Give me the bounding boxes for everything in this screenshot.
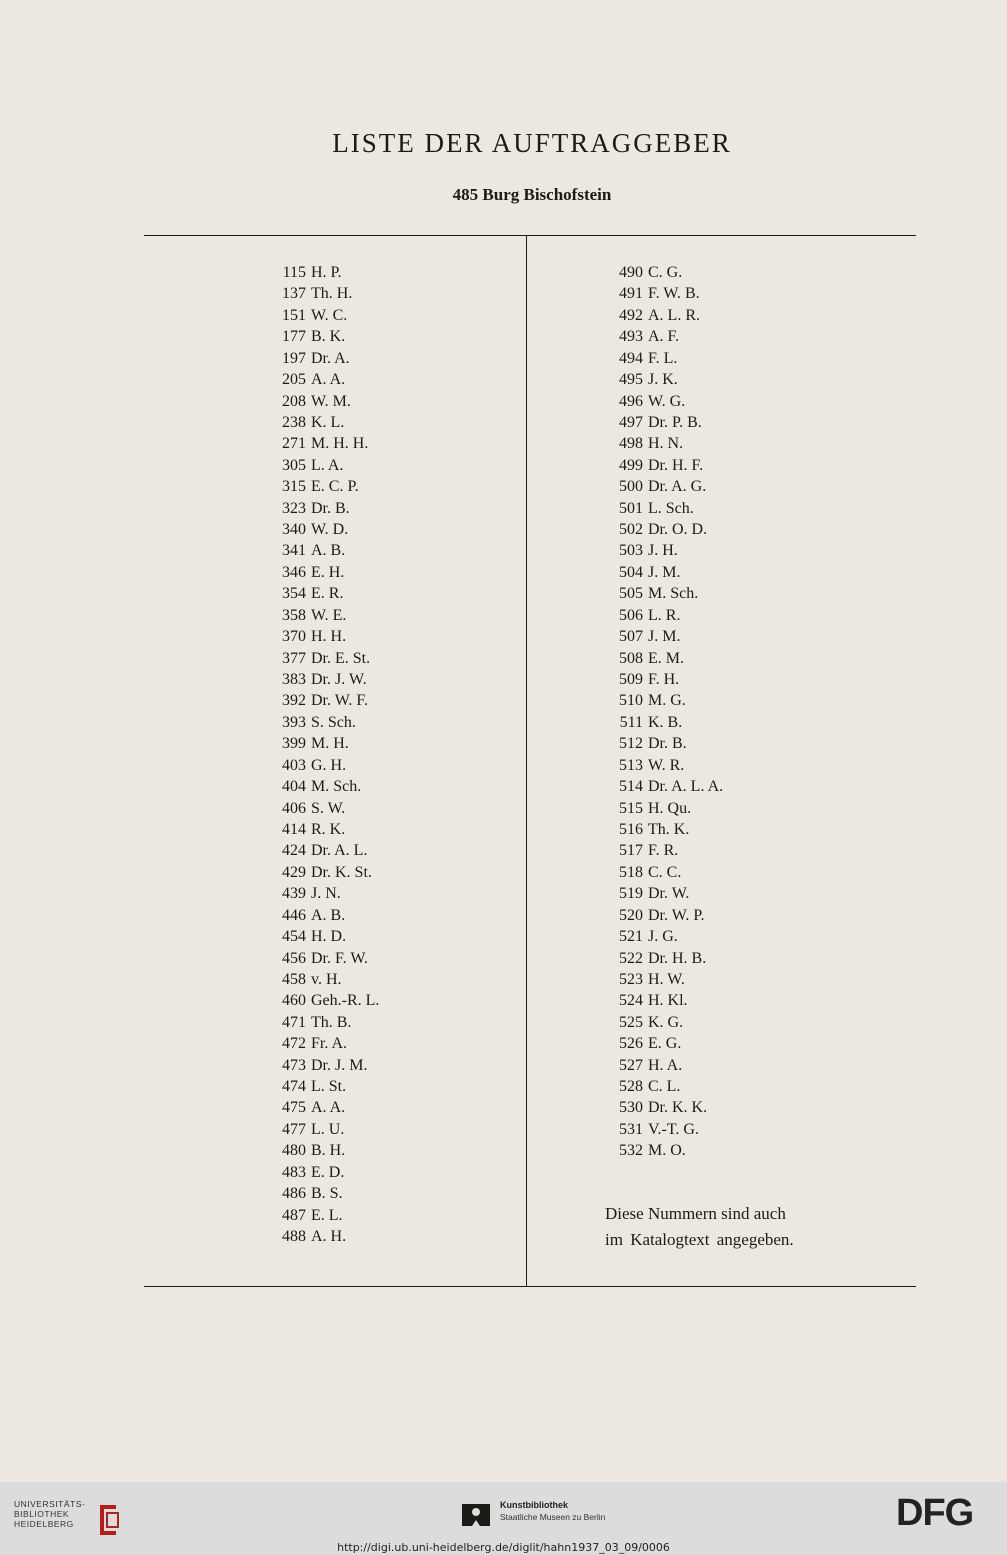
- column-divider: [526, 235, 527, 1287]
- entry-number: 527: [619, 1056, 643, 1074]
- entry-name: Dr. H. F.: [648, 456, 704, 474]
- entry-number: 495: [619, 371, 643, 389]
- entry-number: 490: [619, 264, 643, 281]
- entry-name: H. W.: [648, 970, 685, 988]
- entry-name: L. U.: [311, 1120, 345, 1138]
- list-item: [605, 1055, 723, 1076]
- entry-number: 473: [282, 1056, 306, 1074]
- entry-number: 524: [619, 992, 643, 1010]
- entry-name: J. G.: [648, 928, 678, 946]
- entry-name: C. C.: [648, 863, 682, 881]
- page-subtitle: 485 Burg Bischofstein: [452, 185, 612, 204]
- entry-number: 486: [282, 1185, 306, 1203]
- entry-number: 115: [282, 264, 306, 281]
- list-item: [268, 926, 379, 947]
- bottom-rule: [144, 1286, 916, 1287]
- entry-name: Geh.-R. L.: [311, 992, 380, 1010]
- dfg-logo[interactable]: DFG: [896, 1492, 974, 1534]
- list-item: [605, 540, 723, 561]
- list-item: [268, 883, 379, 904]
- entry-number: 197: [282, 349, 306, 367]
- entry-number: 399: [282, 735, 306, 753]
- entry-number: 531: [619, 1120, 643, 1138]
- list-item: [268, 540, 379, 561]
- list-item: [268, 605, 379, 626]
- list-item: [268, 583, 379, 604]
- footnote-line-2: im Katalogtext angegeben.: [605, 1230, 794, 1249]
- entry-number: 501: [619, 499, 643, 517]
- entry-name: H. Qu.: [648, 799, 692, 817]
- entry-name: L. Sch.: [648, 499, 694, 517]
- entry-name: E. G.: [648, 1035, 682, 1053]
- entry-name: Dr. W. F.: [311, 692, 368, 710]
- entry-name: Dr. F. W.: [311, 949, 368, 967]
- entry-number: 526: [619, 1035, 643, 1053]
- entry-name: Th. K.: [648, 820, 690, 838]
- list-item: [268, 862, 379, 883]
- list-item: [268, 455, 379, 476]
- entry-number: 471: [282, 1013, 306, 1031]
- entry-name: A. A.: [311, 371, 346, 389]
- entry-name: E. R.: [311, 585, 344, 603]
- list-item: [605, 1140, 723, 1161]
- entry-name: H. P.: [311, 264, 342, 281]
- kb-title: Kunstbibliothek: [500, 1500, 568, 1510]
- entry-number: 137: [282, 285, 306, 303]
- entry-number: 346: [282, 563, 306, 581]
- list-item: [268, 819, 379, 840]
- entry-name: M. Sch.: [648, 585, 699, 603]
- entry-name: K. L.: [311, 413, 345, 431]
- entry-name: E. M.: [648, 649, 684, 667]
- kb-subtitle: Staatliche Museen zu Berlin: [500, 1512, 606, 1522]
- entry-name: F. L.: [648, 349, 678, 367]
- right-column: [605, 262, 723, 1162]
- list-item: [268, 1097, 379, 1118]
- entry-name: J. M.: [648, 563, 681, 581]
- list-item: [605, 519, 723, 540]
- list-item: [605, 926, 723, 947]
- entry-name: H. H.: [311, 628, 347, 646]
- entry-name: W. R.: [648, 756, 685, 774]
- entry-number: 491: [619, 285, 643, 303]
- entry-number: 514: [619, 778, 643, 796]
- entry-name: W. M.: [311, 392, 351, 410]
- entry-name: W. E.: [311, 606, 347, 624]
- entry-name: M. H. H.: [311, 435, 369, 453]
- list-item: [605, 562, 723, 583]
- entry-number: 517: [619, 842, 643, 860]
- list-item: [605, 476, 723, 497]
- entry-number: 496: [619, 392, 643, 410]
- entry-number: 238: [282, 413, 306, 431]
- entry-number: 525: [619, 1013, 643, 1031]
- entry-name: C. L.: [648, 1078, 681, 1096]
- entry-name: G. H.: [311, 756, 347, 774]
- list-item: [605, 391, 723, 412]
- entry-name: L. St.: [311, 1078, 347, 1096]
- list-item: [268, 498, 379, 519]
- entry-name: L. R.: [648, 606, 681, 624]
- list-item: [268, 412, 379, 433]
- list-item: [605, 412, 723, 433]
- uni-emblem-icon: [94, 1501, 122, 1537]
- list-item: [268, 391, 379, 412]
- entry-name: Dr. B.: [648, 735, 687, 753]
- entry-name: Dr. A. L. A.: [648, 778, 724, 796]
- list-item: [268, 562, 379, 583]
- entry-number: 515: [619, 799, 643, 817]
- entry-number: 488: [282, 1227, 306, 1245]
- entry-name: Th. B.: [311, 1013, 352, 1031]
- list-item: [268, 476, 379, 497]
- entry-name: W. D.: [311, 521, 349, 539]
- entry-name: C. G.: [648, 264, 683, 281]
- entry-name: E. C. P.: [311, 478, 359, 496]
- entry-name: E. L.: [311, 1206, 343, 1224]
- entry-number: 424: [282, 842, 306, 860]
- entry-name: S. W.: [311, 799, 346, 817]
- viewer-footer: [0, 1482, 1007, 1555]
- uni-logo-text: UNIVERSITÄTS- BIBLIOTHEK HEIDELBERG: [14, 1499, 86, 1529]
- entry-name: J. M.: [648, 628, 681, 646]
- entry-number: 151: [282, 306, 306, 324]
- entry-number: 414: [282, 820, 306, 838]
- entry-number: 522: [619, 949, 643, 967]
- entry-number: 509: [619, 671, 643, 689]
- entry-name: Dr. E. St.: [311, 649, 371, 667]
- list-item: [268, 755, 379, 776]
- list-item: [605, 326, 723, 347]
- list-item: [268, 798, 379, 819]
- entry-number: 504: [619, 563, 643, 581]
- list-item: [268, 283, 379, 304]
- entry-name: Dr. O. D.: [648, 521, 708, 539]
- entry-name: A. B.: [311, 906, 346, 924]
- list-item: [605, 283, 723, 304]
- entry-name: M. G.: [648, 692, 686, 710]
- entry-name: E. D.: [311, 1163, 345, 1181]
- list-item: [605, 948, 723, 969]
- entry-number: 404: [282, 778, 306, 796]
- entry-number: 377: [282, 649, 306, 667]
- entry-name: Dr. B.: [311, 499, 350, 517]
- uni-heidelberg-logo[interactable]: [14, 1499, 124, 1539]
- entry-number: 472: [282, 1035, 306, 1053]
- entry-name: J. H.: [648, 542, 678, 560]
- entry-number: 340: [282, 521, 306, 539]
- list-item: [605, 455, 723, 476]
- entry-name: A. H.: [311, 1227, 347, 1245]
- entry-number: 493: [619, 328, 643, 346]
- entry-name: Th. H.: [311, 285, 353, 303]
- list-item: [605, 262, 723, 283]
- entry-number: 383: [282, 671, 306, 689]
- entry-name: Dr. K. St.: [311, 863, 372, 881]
- list-item: [605, 990, 723, 1011]
- list-item: [605, 648, 723, 669]
- entry-name: W. G.: [648, 392, 686, 410]
- entry-name: Dr. W.: [648, 885, 690, 903]
- list-item: [268, 1119, 379, 1140]
- list-item: [268, 733, 379, 754]
- entry-number: 305: [282, 456, 306, 474]
- entry-name: A. L. R.: [648, 306, 700, 324]
- list-item: [605, 798, 723, 819]
- entry-number: 205: [282, 371, 306, 389]
- entry-number: 497: [619, 413, 643, 431]
- entry-name: S. Sch.: [311, 713, 356, 731]
- entry-number: 523: [619, 970, 643, 988]
- entry-number: 392: [282, 692, 306, 710]
- top-rule: [144, 235, 916, 236]
- entry-name: Dr. A.: [311, 349, 350, 367]
- entry-name: J. K.: [648, 371, 678, 389]
- entry-number: 477: [282, 1120, 306, 1138]
- entry-number: 519: [619, 885, 643, 903]
- list-item: [268, 1162, 379, 1183]
- list-item: [605, 1076, 723, 1097]
- page-title: LISTE DER AUFTRAGGEBER: [332, 128, 732, 158]
- entry-number: 458: [282, 970, 306, 988]
- list-item: [268, 326, 379, 347]
- entry-name: V.-T. G.: [648, 1120, 699, 1138]
- entry-name: A. A.: [311, 1099, 346, 1117]
- entry-number: 439: [282, 885, 306, 903]
- list-item: [605, 690, 723, 711]
- entry-name: E. H.: [311, 563, 345, 581]
- list-item: [268, 262, 379, 283]
- entry-number: 480: [282, 1142, 306, 1160]
- entry-number: 208: [282, 392, 306, 410]
- list-item: [605, 883, 723, 904]
- list-item: [605, 733, 723, 754]
- entry-number: 474: [282, 1078, 306, 1096]
- entry-number: 406: [282, 799, 306, 817]
- list-item: [268, 1055, 379, 1076]
- list-item: [605, 305, 723, 326]
- list-item: [605, 1097, 723, 1118]
- entry-name: Dr. J. W.: [311, 671, 367, 689]
- list-item: [268, 948, 379, 969]
- list-item: [605, 755, 723, 776]
- list-item: [605, 626, 723, 647]
- list-item: [605, 712, 723, 733]
- entry-name: M. H.: [311, 735, 349, 753]
- entry-name: v. H.: [311, 970, 342, 988]
- entry-name: L. A.: [311, 456, 344, 474]
- list-item: [268, 626, 379, 647]
- entry-number: 503: [619, 542, 643, 560]
- list-item: [605, 1033, 723, 1054]
- list-item: [268, 712, 379, 733]
- list-item: [268, 905, 379, 926]
- list-item: [605, 840, 723, 861]
- entry-number: 532: [619, 1142, 643, 1160]
- list-item: [268, 1205, 379, 1226]
- eagle-icon: [460, 1500, 492, 1530]
- entry-name: H. N.: [648, 435, 684, 453]
- entry-number: 358: [282, 606, 306, 624]
- list-item: [605, 776, 723, 797]
- entry-number: 403: [282, 756, 306, 774]
- entry-number: 492: [619, 306, 643, 324]
- entry-name: Dr. K. K.: [648, 1099, 708, 1117]
- entry-name: A. F.: [648, 328, 680, 346]
- entry-name: H. A.: [648, 1056, 683, 1074]
- list-item: [268, 433, 379, 454]
- entry-number: 512: [619, 735, 643, 753]
- entry-number: 521: [619, 928, 643, 946]
- entry-number: 528: [619, 1078, 643, 1096]
- entry-number: 354: [282, 585, 306, 603]
- list-item: [268, 1033, 379, 1054]
- entry-name: Dr. A. L.: [311, 842, 368, 860]
- entry-number: 177: [282, 328, 306, 346]
- entry-name: M. Sch.: [311, 778, 362, 796]
- entry-name: Dr. P. B.: [648, 413, 702, 431]
- entry-name: B. H.: [311, 1142, 346, 1160]
- entry-number: 483: [282, 1163, 306, 1181]
- entry-name: K. G.: [648, 1013, 684, 1031]
- footnote: [605, 1201, 794, 1253]
- entry-number: 507: [619, 628, 643, 646]
- entry-number: 370: [282, 628, 306, 646]
- entry-number: 494: [619, 349, 643, 367]
- list-item: [268, 776, 379, 797]
- list-item: [605, 498, 723, 519]
- list-item: [268, 1076, 379, 1097]
- entry-number: 456: [282, 949, 306, 967]
- list-item: [268, 519, 379, 540]
- entry-number: 499: [619, 456, 643, 474]
- list-item: [605, 1012, 723, 1033]
- entry-name: F. H.: [648, 671, 680, 689]
- list-item: [268, 1012, 379, 1033]
- list-item: [268, 1183, 379, 1204]
- list-item: [268, 990, 379, 1011]
- entry-name: F. W. B.: [648, 285, 700, 303]
- entry-name: J. N.: [311, 885, 341, 903]
- entry-number: 323: [282, 499, 306, 517]
- entry-name: A. B.: [311, 542, 346, 560]
- footnote-line-1: Diese Nummern sind auch: [605, 1204, 786, 1223]
- list-item: [605, 583, 723, 604]
- entry-name: B. K.: [311, 328, 346, 346]
- list-item: [268, 348, 379, 369]
- list-item: [605, 433, 723, 454]
- entry-number: 315: [282, 478, 306, 496]
- list-item: [268, 669, 379, 690]
- list-item: [268, 969, 379, 990]
- entry-number: 475: [282, 1099, 306, 1117]
- list-item: [605, 819, 723, 840]
- entry-number: 500: [619, 478, 643, 496]
- entry-name: Fr. A.: [311, 1035, 348, 1053]
- entry-number: 487: [282, 1206, 306, 1224]
- entry-number: 460: [282, 992, 306, 1010]
- entry-number: 530: [619, 1099, 643, 1117]
- entry-number: 518: [619, 863, 643, 881]
- list-item: [605, 605, 723, 626]
- entry-number: 511: [619, 713, 643, 731]
- list-item: [605, 348, 723, 369]
- list-item: [605, 1119, 723, 1140]
- entry-name: R. K.: [311, 820, 346, 838]
- left-column: [268, 262, 379, 1247]
- list-item: [605, 669, 723, 690]
- entry-number: 516: [619, 820, 643, 838]
- entry-number: 454: [282, 928, 306, 946]
- list-item: [268, 369, 379, 390]
- entry-name: Dr. J. M.: [311, 1056, 368, 1074]
- entry-name: H. Kl.: [648, 992, 688, 1010]
- list-item: [605, 969, 723, 990]
- entry-number: 341: [282, 542, 306, 560]
- list-item: [268, 840, 379, 861]
- entry-name: K. B.: [648, 713, 683, 731]
- list-item: [268, 648, 379, 669]
- entry-number: 513: [619, 756, 643, 774]
- entry-name: Dr. W. P.: [648, 906, 705, 924]
- entry-number: 446: [282, 906, 306, 924]
- entry-number: 498: [619, 435, 643, 453]
- entry-number: 505: [619, 585, 643, 603]
- entry-name: F. R.: [648, 842, 679, 860]
- list-item: [268, 1226, 379, 1247]
- list-item: [268, 690, 379, 711]
- entry-number: 271: [282, 435, 306, 453]
- entry-number: 429: [282, 863, 306, 881]
- entry-number: 506: [619, 606, 643, 624]
- list-item: [268, 1140, 379, 1161]
- entry-name: Dr. H. B.: [648, 949, 707, 967]
- entry-number: 508: [619, 649, 643, 667]
- entry-name: W. C.: [311, 306, 348, 324]
- list-item: [605, 862, 723, 883]
- list-item: [605, 905, 723, 926]
- entry-number: 393: [282, 713, 306, 731]
- page-url[interactable]: http://digi.ub.uni-heidelberg.de/diglit/hahn1937_03_09/0006: [337, 1541, 670, 1554]
- entry-name: H. D.: [311, 928, 347, 946]
- entry-name: M. O.: [648, 1142, 686, 1160]
- entry-number: 502: [619, 521, 643, 539]
- entry-number: 510: [619, 692, 643, 710]
- entry-number: 520: [619, 906, 643, 924]
- entry-name: Dr. A. G.: [648, 478, 707, 496]
- list-item: [268, 305, 379, 326]
- list-item: [605, 369, 723, 390]
- entry-name: B. S.: [311, 1185, 343, 1203]
